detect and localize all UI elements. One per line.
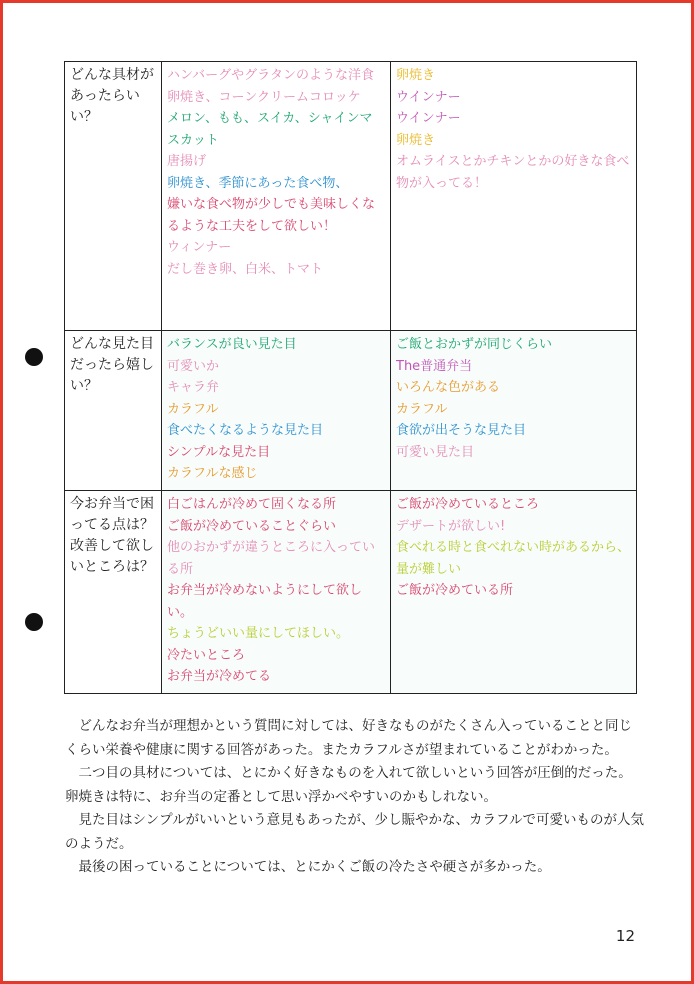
- answer-item: キャラ弁: [167, 380, 220, 395]
- answer-item: いろんな色がある: [396, 380, 501, 395]
- answer-item: 卵焼き、季節にあった食べ物、: [167, 175, 349, 191]
- answer-item: ちょうどいい量にしてほしい。: [167, 626, 350, 641]
- answer-item: 食べたくなるような見た目: [167, 423, 324, 438]
- answer-item: 卵焼き: [396, 132, 436, 148]
- answer-item: ハンバーグやグラタンのような洋食: [167, 68, 374, 83]
- answer-item: シンプルな見た目: [167, 444, 271, 460]
- answer-item: カラフル: [167, 401, 219, 417]
- answer-item: ご飯が冷めている所: [396, 583, 514, 598]
- answer-cell: [391, 491, 637, 694]
- paragraph: どんなお弁当が理想かという質問に対しては、好きなものがたくさん入っていることと同じくらい栄養や健康に関する回答があった。またカラフルさが望まれていることがわかった。: [65, 718, 632, 758]
- answer-cell: [162, 331, 391, 491]
- answer-item: お弁当が冷めてる: [167, 669, 272, 684]
- question-cell: どんな具材があったらいい？: [65, 62, 162, 331]
- answer-item: 可愛い見た目: [396, 444, 475, 460]
- answer-item: 唐揚げ: [167, 154, 207, 169]
- question-cell: 今お弁当で困ってる点は？ 改善して欲しいところは？: [65, 491, 162, 694]
- answer-item: デザートが欲しい!: [396, 518, 506, 534]
- answer-item: カラフル: [396, 401, 448, 417]
- answer-item: ウインナー: [396, 111, 461, 126]
- answer-item: オムライスとかチキンとかの好きな食べ物が入ってる！: [396, 154, 630, 191]
- table-row: [65, 62, 637, 331]
- answer-item: 食欲が出そうな見た目: [396, 423, 527, 438]
- answer-item: 食べれる時と食べれない時があるから、量が難しい: [396, 540, 631, 577]
- survey-results-table: [64, 61, 637, 694]
- answer-cell: [162, 62, 391, 331]
- page-number: 12: [615, 927, 635, 945]
- paragraph: 見た目はシンプルがいいという意見もあったが、少し賑やかな、カラフルで可愛いものが人気のようだ。: [65, 812, 644, 852]
- table-row: [65, 331, 637, 491]
- answer-item: ウインナー: [396, 89, 461, 105]
- answer-item: バランスが良い見た目: [167, 337, 297, 352]
- answer-item: 冷たいところ: [167, 647, 246, 663]
- answer-item: ウィンナー: [167, 240, 232, 255]
- answer-item: お弁当が冷めないようにして欲しい。: [167, 583, 363, 620]
- question-cell: どんな見た目だったら嬉しい？: [65, 331, 162, 491]
- summary-text: [65, 715, 645, 880]
- answer-item: だし巻き卵、白米、トマト: [167, 261, 324, 277]
- binder-hole: [25, 348, 43, 366]
- answer-item: ご飯とおかずが同じくらい: [396, 337, 553, 352]
- paragraph: 最後の困っていることについては、とにかくご飯の冷たさや硬さが多かった。: [78, 859, 551, 875]
- table-row: [65, 491, 637, 694]
- answer-item: 嫌いな食べ物が少しでも美味しくなるような工夫をして欲しい！: [167, 197, 376, 234]
- paragraph: 二つ目の具材については、とにかく好きなものを入れて欲しいという回答が圧倒的だった。卵焼きは特に、お弁当の定番として思い浮かべやすいのかもしれない。: [65, 765, 632, 805]
- answer-item: 他のおかずが違うところに入っている所: [167, 540, 376, 577]
- answer-cell: [162, 491, 391, 694]
- answer-item: ご飯が冷めているところ: [396, 497, 540, 512]
- answer-cell: [391, 62, 637, 331]
- answer-item: ご飯が冷めていることぐらい: [167, 518, 337, 534]
- answer-item: メロン、もも、スイカ、シャインマスカット: [167, 111, 373, 148]
- binder-hole: [25, 613, 43, 631]
- answer-item: カラフルな感じ: [167, 466, 258, 481]
- answer-item: 卵焼き: [396, 68, 436, 83]
- answer-cell: [391, 331, 637, 491]
- answer-item: The普通弁当: [396, 358, 473, 374]
- answer-item: 可愛いか: [167, 358, 220, 374]
- answer-item: 卵焼き、コーンクリームコロッケ: [167, 89, 361, 105]
- answer-item: 白ごはんが冷めて固くなる所: [167, 497, 337, 512]
